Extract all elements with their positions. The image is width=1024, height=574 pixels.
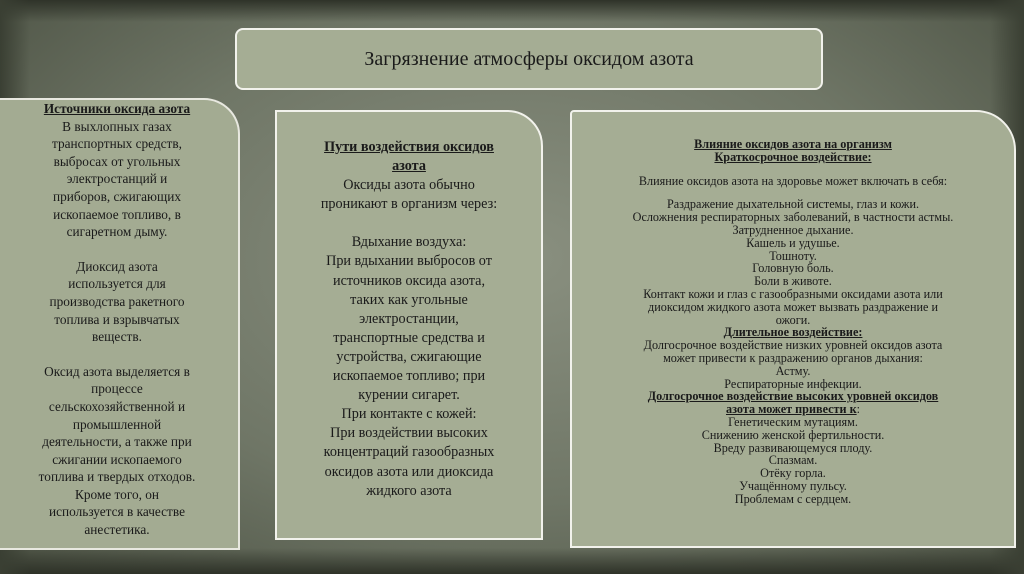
- sources-text-line: топлива и твердых отходов.: [38, 469, 196, 485]
- long-term-heading: Длительное воздействие:: [723, 325, 863, 340]
- exposure-routes-panel: [275, 110, 543, 540]
- high-level-heading-text: азота может привести к: [725, 402, 857, 417]
- short-term-item: Кашель и удушье.: [746, 235, 840, 250]
- routes-text-line: источников оксида азота,: [333, 272, 485, 289]
- sources-text-line: деятельности, а также при: [42, 434, 192, 450]
- health-effects-panel: [570, 110, 1016, 548]
- routes-text-line: оксидов азота или диоксида: [324, 463, 494, 480]
- high-level-heading-colon: :: [856, 402, 861, 417]
- short-term-heading: Краткосрочное воздействие:: [714, 149, 872, 164]
- high-level-item: Проблемам с сердцем.: [734, 491, 852, 506]
- sources-text-line: Диоксид азота: [76, 258, 158, 274]
- sources-text-line: сигаретном дыму.: [66, 224, 168, 240]
- sources-text-line: топлива и взрывчатых: [54, 311, 180, 327]
- high-level-item: Вреду развивающемуся плоду.: [713, 440, 873, 455]
- routes-text-line: проникают в организм через:: [320, 196, 498, 213]
- sources-text-line: транспортных средств,: [52, 136, 182, 152]
- sources-text-line: процессе: [91, 381, 143, 397]
- effects-heading: Влияние оксидов азота на организм: [694, 137, 892, 151]
- sources-text-line: электростанций и: [66, 171, 168, 187]
- background-shadow-bottom: [0, 548, 1024, 574]
- routes-text-line: Оксиды азота обычно: [343, 177, 475, 194]
- sources-text-line: сжигании ископаемого: [52, 451, 182, 467]
- sources-text-line: выбросах от угольных: [53, 153, 181, 169]
- sources-text-line: В выхлопных газах: [62, 118, 172, 134]
- long-term-item: Астму.: [775, 363, 811, 378]
- routes-text-line: курении сигарет.: [358, 387, 460, 404]
- routes-text-line: электростанции,: [359, 310, 459, 327]
- sources-text-line: анестетика.: [84, 522, 150, 538]
- routes-text-line: Вдыхание воздуха:: [351, 234, 467, 251]
- slide-title-box: [235, 28, 823, 90]
- routes-text-line: ископаемое топливо; при: [332, 368, 486, 385]
- routes-text-line: транспортные средства и: [333, 329, 485, 346]
- high-level-heading: Долгосрочное воздействие высоких уровней оксидов: [647, 389, 939, 404]
- sources-text-line: производства ракетного: [49, 293, 185, 309]
- effects-intro: Влияние оксидов азота на здоровье может включать в себя:: [638, 173, 948, 188]
- routes-heading: Пути воздействия оксидов: [324, 139, 494, 155]
- routes-text-line: концентраций газообразных: [323, 444, 495, 461]
- sources-text-line: ископаемое топливо, в: [53, 206, 181, 222]
- routes-text-line: жидкого азота: [366, 482, 452, 499]
- high-level-item: Учащённому пульсу.: [739, 478, 847, 493]
- sources-text-line: используется в качестве: [49, 504, 185, 520]
- short-term-item: Головную боль.: [752, 261, 834, 276]
- short-term-item: Раздражение дыхательной системы, глаз и кожи.: [666, 197, 920, 212]
- sources-text-line: Оксид азота выделяется в: [44, 363, 190, 379]
- background-shadow-top: [0, 0, 1024, 22]
- routes-heading: азота: [392, 158, 426, 175]
- sources-text-line: промышленной: [72, 416, 162, 432]
- sources-text-line: веществ.: [92, 329, 142, 345]
- short-term-item: Боли в животе.: [754, 274, 832, 289]
- sources-text-line: сельскохозяйственной и: [48, 398, 186, 414]
- long-term-item: может привести к раздражению органов дыхания:: [663, 350, 923, 365]
- short-term-item: Контакт кожи и глаз с газообразными оксидами азота или: [643, 286, 943, 301]
- sources-text-line: приборов, сжигающих: [52, 188, 181, 204]
- short-term-item: Тошноту.: [769, 248, 817, 263]
- high-level-item: Спазмам.: [768, 453, 818, 468]
- routes-text-line: устройства, сжигающие: [336, 348, 482, 365]
- long-term-item: Респираторные инфекции.: [724, 376, 862, 391]
- routes-text-line: При воздействии высоких: [330, 425, 488, 442]
- sources-panel: [0, 98, 240, 550]
- short-term-item: Осложнения респираторных заболеваний, в частности астмы.: [632, 210, 954, 225]
- short-term-item: Затрудненное дыхание.: [732, 222, 854, 237]
- high-level-item: Отёку горла.: [760, 466, 826, 481]
- sources-text-line: Кроме того, он: [74, 486, 160, 502]
- long-term-item: Долгосрочное воздействие низких уровней оксидов азота: [643, 338, 943, 353]
- routes-text-line: При контакте с кожей:: [341, 406, 477, 423]
- routes-text-line: таких как угольные: [350, 291, 468, 308]
- routes-text-line: При вдыхании выбросов от: [326, 253, 492, 270]
- high-level-item: Генетическим мутациям.: [728, 414, 858, 429]
- short-term-item: ожоги.: [775, 312, 811, 327]
- sources-heading: Источники оксида азота: [43, 101, 191, 116]
- sources-text-line: используется для: [68, 276, 166, 292]
- high-level-item: Снижению женской фертильности.: [701, 427, 885, 442]
- short-term-item: диоксидом жидкого азота может вызвать раздражение и: [648, 299, 938, 314]
- slide-title: Загрязнение атмосферы оксидом азота: [364, 47, 694, 70]
